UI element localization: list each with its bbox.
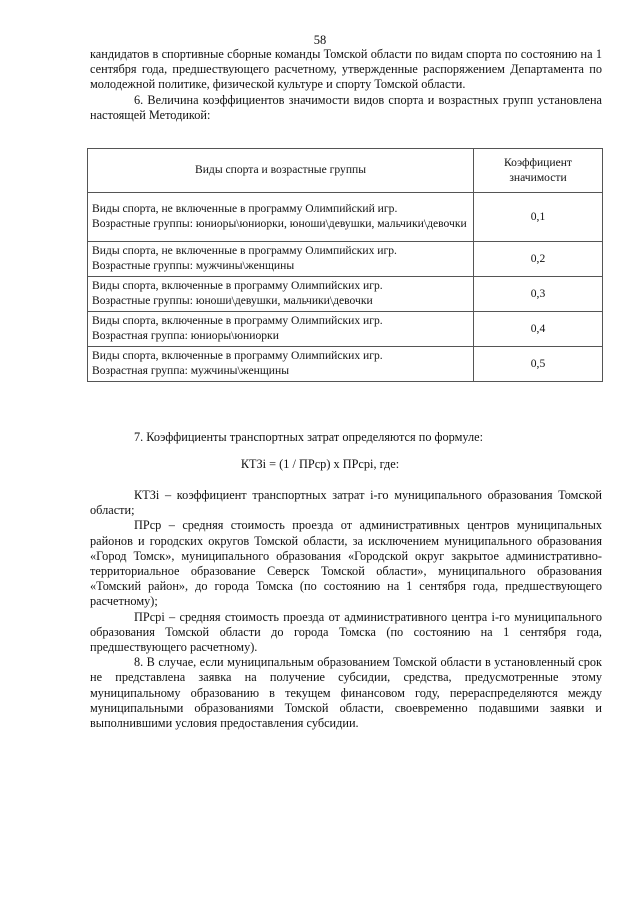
row-age-groups-line: Возрастная группа: мужчины\женщины — [92, 364, 290, 377]
table-row — [88, 193, 603, 242]
table-header-row — [88, 149, 603, 193]
row-description — [88, 193, 474, 242]
table-row — [88, 277, 603, 312]
row-age-groups-line: Возрастные группы: юниоры\юниорки, юноши\девушки, мальчики\девочки — [92, 217, 467, 230]
row-coefficient-value: 0,5 — [474, 347, 603, 382]
row-sports-line: Виды спорта, включенные в программу Олимпийских игр. — [92, 314, 383, 328]
row-description — [88, 347, 474, 382]
row-coefficient-value: 0,4 — [474, 312, 603, 347]
row-coefficient-value: 0,2 — [474, 242, 603, 277]
row-age-groups-line: Возрастные группы: мужчины\женщины — [92, 259, 295, 272]
item-7-paragraph: 7. Коэффициенты транспортных затрат определяются по формуле: — [134, 430, 484, 444]
row-description — [88, 277, 474, 312]
row-age-groups-line: Возрастная группа: юниоры\юниорки — [92, 329, 279, 342]
item-7-section — [90, 430, 602, 445]
row-coefficient-value: 0,1 — [474, 193, 603, 242]
row-age-groups-line: Возрастные группы: юноши\девушки, мальчики\девочки — [92, 294, 373, 307]
row-sports-line: Виды спорта, включенные в программу Олимпийских игр. — [92, 349, 383, 363]
intro-section — [90, 47, 602, 123]
intro-continuation: кандидатов в спортивные сборные команды Томской области по видам спорта по состоянию на 1 сентября года, предшествующего расчетному, утвержденные распоряжением Департамента по молодежной политике, физической культуре и спорту Томской области. — [90, 47, 602, 92]
definition-ktzi: КТЗi – коэффициент транспортных затрат i-го муниципального образования Томской области; — [90, 488, 602, 518]
definition-prsr: ПРср – средняя стоимость проезда от административных центров муниципальных районов и городских округов Томской области, за исключением муниципального образования «Город Томск», муниципального образования «Городской округ закрытое административно-территориальное образование Северск Томской области», муниципального образования «Томский район», до города Томска (по состоянию на 1 сентября года, предшествующего расчетному); — [90, 518, 602, 609]
page-number: 58 — [313, 33, 327, 47]
transport-coefficient-formula: КТЗi = (1 / ПРср) х ПРсрi, где: — [240, 457, 400, 471]
row-sports-line: Виды спорта, включенные в программу Олимпийских игр. — [92, 279, 383, 293]
definitions-section — [90, 488, 602, 731]
row-sports-line: Виды спорта, не включенные в программу Олимпийский игр. — [92, 202, 398, 216]
item-6-paragraph: 6. Величина коэффициентов значимости видов спорта и возрастных групп установлена настоящей Методикой: — [90, 92, 602, 122]
row-description — [88, 242, 474, 277]
definition-prsri: ПРсрi – средняя стоимость проезда от административного центра i-го муниципального образования Томской области до города Томска (по состоянию на 1 сентября года, предшествующего расчетному). — [90, 609, 602, 655]
table-row — [88, 347, 603, 382]
header-sports-groups: Виды спорта и возрастные группы — [88, 149, 474, 193]
item-8-paragraph: 8. В случае, если муниципальным образованием Томской области в установленный срок не представлена заявка на получение субсидии, средства, предусмотренные этому муниципальному образованию в текущем финансовом году, перераспределяются между муниципальными образованиями Томской области, своевременно подавшими заявки и выполнившими условия предоставления субсидии. — [90, 655, 602, 731]
table-row — [88, 242, 603, 277]
row-description — [88, 312, 474, 347]
table-row — [88, 312, 603, 347]
row-sports-line: Виды спорта, не включенные в программу Олимпийских игр. — [92, 244, 397, 258]
significance-coefficient-table — [87, 148, 603, 382]
header-coefficient: Коэффициент значимости — [474, 149, 603, 193]
row-coefficient-value: 0,3 — [474, 277, 603, 312]
